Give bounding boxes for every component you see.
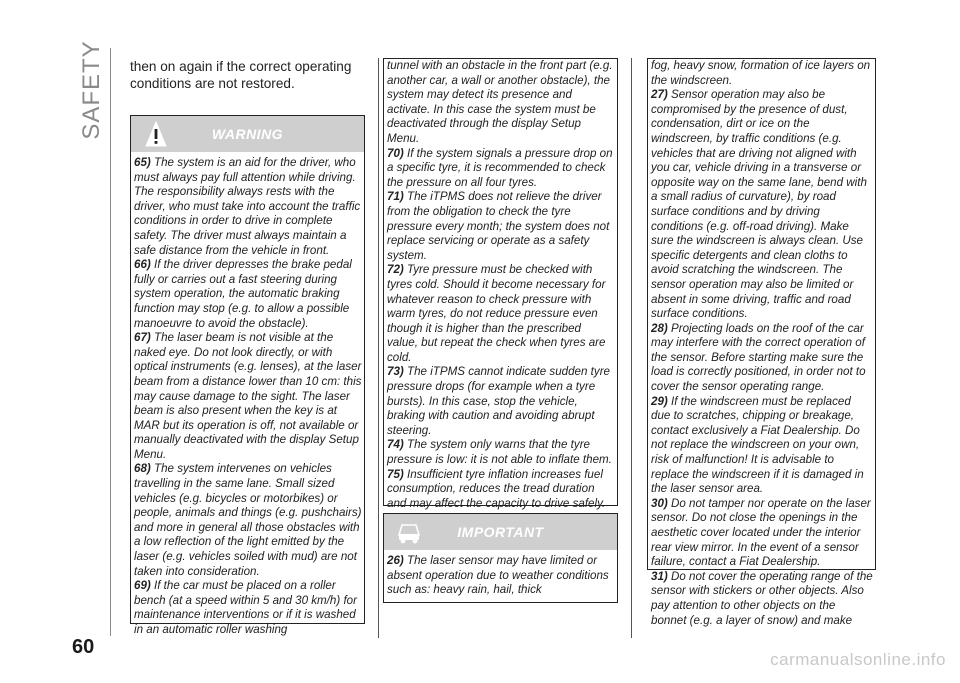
note-number: 66) <box>134 258 151 272</box>
note-item <box>134 156 362 258</box>
note-item <box>387 468 615 512</box>
warning-box <box>130 115 365 636</box>
note-number: 71) <box>387 190 404 204</box>
note-text: The system only warns that the tyre pressure is low: it is not able to inflate them. <box>387 438 612 467</box>
margin-divider <box>110 48 111 636</box>
section-label-text: SAFETY <box>78 40 105 140</box>
important-title: IMPORTANT <box>457 524 544 540</box>
note-text: If the system signals a pressure drop on a specific tyre, it is recommended to check the pressure on all four tyres. <box>387 146 613 189</box>
note-text: Do not tamper nor operate on the laser sensor. Do not close the openings in the aesthetic cover located under the interior rear view mirror. In the event of a sensor failure, contact a Fiat Dealership. <box>651 496 871 569</box>
note-number: 74) <box>387 438 404 452</box>
note-item <box>651 570 873 628</box>
important-box <box>383 513 618 603</box>
note-item <box>134 462 362 579</box>
note-text: Sensor operation may also be compromised by the presence of dust, condensation, dirt or ice on the windscreen, by traffic conditions (e.g. vehicles that are driving not aligned with you car, vehicle driving in a transverse or opposite way on the same lane, bend with a small radius of curvature), by road surface conditions and by driving conditions (e.g. off-road driving). Make sure the windscreen is always clean. Use specific detergents and clean cloths to avoid scratching the windscreen. The sensor operation may also be limited or absent in some driving, traffic and road surface conditions. <box>651 88 867 321</box>
note-item <box>387 263 615 365</box>
column2-lead: tunnel with an obstacle in the front part (e.g. another car, a wall or another obstacle), the system may detect its presence and activate. In this case the system must be deactivated through the display Setup Menu. <box>387 59 613 145</box>
note-text: Insufficient tyre inflation increases fuel consumption, reduces the tread duration and may affect the capacity to drive safely. <box>387 467 606 510</box>
note-text: If the windscreen must be replaced due to scratches, chipping or breakage, contact exclusively a Fiat Dealership. Do not replace the windscreen on your own, risk of malfunction! It is advisable to replace the windscreen if it is damaged in the laser sensor area. <box>651 394 864 496</box>
note-text: The laser sensor may have limited or absent operation due to weather conditions such as: heavy rain, hail, thick <box>387 554 609 597</box>
note-item <box>387 554 615 598</box>
note-item <box>651 322 873 395</box>
note-text: Tyre pressure must be checked with tyres cold. Should it become necessary for whatever reason to check pressure with warm tyres, do not reduce pressure even though it is higher than the prescribed value, but repeat the check when tyres are cold. <box>387 263 606 364</box>
note-number: 31) <box>651 569 668 583</box>
note-item <box>387 438 615 467</box>
note-text: The iTPMS does not relieve the driver from the obligation to check the tyre pressure every month; the system does not replace servicing or operate as a safety system. <box>387 190 610 262</box>
note-number: 73) <box>387 365 404 379</box>
section-label <box>72 40 112 140</box>
note-number: 67) <box>134 331 151 345</box>
note-number: 68) <box>134 462 151 476</box>
note-item <box>134 258 362 331</box>
note-text: Do not cover the operating range of the sensor with stickers or other objects. Also pay attention to other objects on the bonnet (e.g. a layer of snow) and make <box>651 569 873 627</box>
note-item <box>134 579 362 637</box>
note-item <box>387 365 615 438</box>
note-number: 26) <box>387 554 404 567</box>
note-number: 29) <box>651 394 668 408</box>
watermark: carmanualsonline.info <box>770 650 946 669</box>
intro-paragraph: then on again if the correct operating conditions are not restored. <box>130 59 352 91</box>
note-text: Projecting loads on the roof of the car may interfere with the correct operation of the sensor. Before starting make sure the load is correctly positioned, in order not to cover the sensor operating range. <box>651 321 866 394</box>
column3-box <box>647 58 876 627</box>
note-number: 75) <box>387 467 404 481</box>
note-item <box>387 147 615 191</box>
note-number: 69) <box>134 579 151 593</box>
important-items <box>384 550 617 598</box>
note-item <box>651 395 873 497</box>
warning-title: WARNING <box>211 126 284 142</box>
note-item <box>387 190 615 263</box>
note-number: 70) <box>387 146 404 160</box>
important-header <box>384 514 617 550</box>
column3-items <box>651 88 873 628</box>
column2-items <box>387 147 615 512</box>
note-text: The system is an aid for the driver, who must always pay full attention while driving. The responsibility always rests with the driver, who must take into account the traffic conditions in order to drive in complete safety. The driver must always maintain a safe distance from the vehicle in front. <box>134 156 361 257</box>
note-text: If the driver depresses the brake pedal fully or carries out a fast steering during system operation, the automatic braking function may stop (e.g. to allow a possible manoeuvre to avoid the obstacle). <box>134 258 352 330</box>
note-text: The system intervenes on vehicles travelling in the same lane. Small sized vehicles (e.g. bicycles or motorbikes) or people, animals and things (e.g. pushchairs) and more in general all those obstacles with a low reflection of the light emitted by the laser (e.g. vehicles soiled with mud) are not taken into consideration. <box>134 462 362 578</box>
note-item <box>134 331 362 462</box>
page-number: 60 <box>72 636 95 658</box>
column3-lead: fog, heavy snow, formation of ice layers on the windscreen. <box>651 59 871 87</box>
note-number: 65) <box>134 156 151 169</box>
column-divider <box>378 58 379 638</box>
note-number: 27) <box>651 88 668 102</box>
column-divider <box>631 58 632 638</box>
note-text: The iTPMS cannot indicate sudden tyre pressure drops (for example when a tyre bursts). In this case, stop the vehicle, braking with caution and avoiding abrupt steering. <box>387 365 610 437</box>
note-item <box>651 497 873 570</box>
column2-box <box>383 58 618 510</box>
note-number: 72) <box>387 263 404 277</box>
warning-items <box>131 152 364 638</box>
note-item <box>651 88 873 322</box>
warning-header <box>131 116 364 152</box>
note-text: The laser beam is not visible at the naked eye. Do not look directly, or with optical instruments (e.g. lenses), at the laser beam from a distance lower than 10 cm: this may cause damage to the sight. The laser beam is also present when the key is at MAR but its operation is off, not available or manually deactivated with the display Setup Menu. <box>134 331 362 461</box>
note-number: 30) <box>651 496 668 510</box>
note-number: 28) <box>651 321 668 335</box>
note-text: If the car must be placed on a roller bench (at a speed within 5 and 30 km/h) for maintenance interventions or if it is washed in an automatic roller washing <box>134 579 357 636</box>
